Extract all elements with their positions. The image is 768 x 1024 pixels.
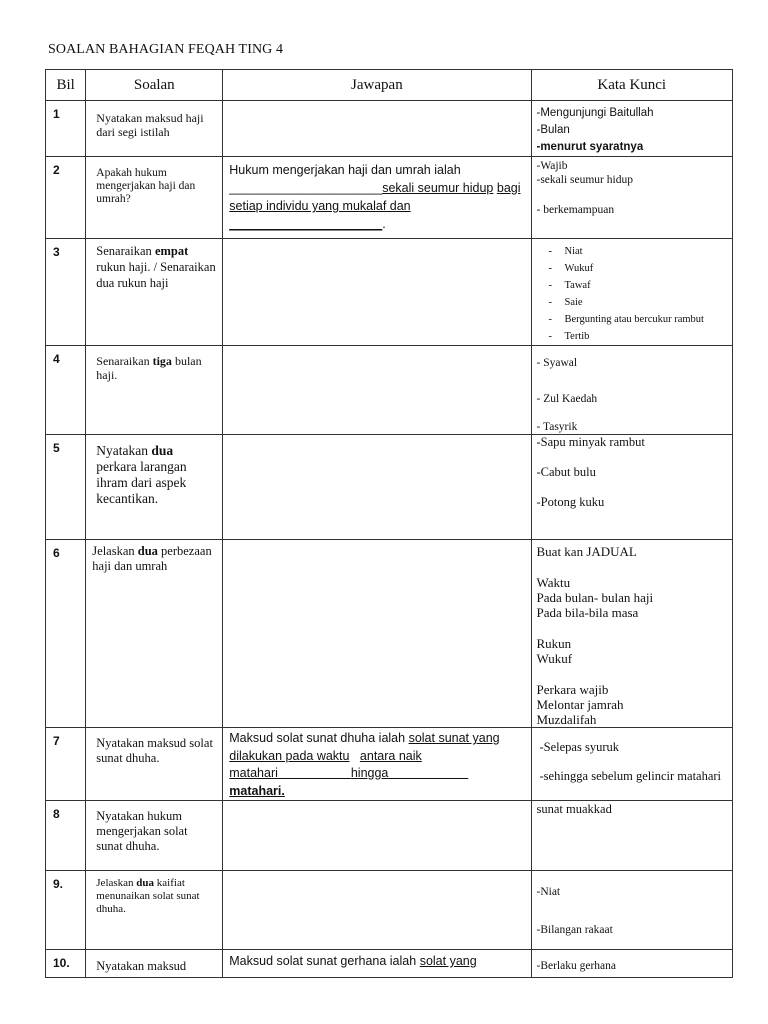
cell-soalan: Nyatakan maksud haji dari segi istilah [86,101,223,157]
cell-soalan: Apakah hukum mengerjakan haji dan umrah? [86,157,223,239]
question-table [45,69,733,978]
cell-kata-kunci: - Syawal - Zul Kaedah - Tasyrik [531,346,733,435]
cell-jawapan: Hukum mengerjakan haji dan umrah ialah ______________________sekali seumur hidup bagi setiap individu yang mukalaf dan ______________________. [223,157,531,239]
header-soalan: Soalan [86,70,223,101]
cell-bil: 2 [46,157,86,239]
cell-bil: 6 [46,540,86,728]
cell-soalan: Nyatakan hukum mengerjakan solat sunat dhuha. [86,801,223,871]
cell-soalan: Jelaskan dua kaifiat menunaikan solat sunat dhuha. [86,871,223,950]
table-row [46,239,733,346]
cell-jawapan: Maksud solat sunat gerhana ialah solat yang [223,950,531,978]
cell-bil: 7 [46,728,86,801]
cell-soalan: Jelaskan dua perbezaan haji dan umrah [86,540,223,728]
cell-kata-kunci: sunat muakkad [531,801,733,871]
cell-kata-kunci: -Mengunjungi Baitullah -Bulan -menurut syaratnya [531,101,733,157]
cell-soalan: Nyatakan maksud solat sunat dhuha. [86,728,223,801]
table-row [46,101,733,157]
cell-jawapan[interactable] [223,435,531,540]
cell-kata-kunci: -Berlaku gerhana [531,950,733,978]
cell-kata-kunci [531,239,733,346]
cell-kata-kunci: -Wajib -sekali seumur hidup - berkemampuan [531,157,733,239]
cell-bil: 4 [46,346,86,435]
cell-kata-kunci: -Niat -Bilangan rakaat [531,871,733,950]
cell-kata-kunci: -Sapu minyak rambut -Cabut bulu -Potong kuku [531,435,733,540]
table-row [46,728,733,801]
cell-bil: 10. [46,950,86,978]
table-row [46,435,733,540]
cell-soalan: Senaraikan empat rukun haji. / Senaraikan dua rukun haji [86,239,223,346]
cell-bil: 5 [46,435,86,540]
header-jawapan: Jawapan [223,70,531,101]
table-row [46,157,733,239]
cell-jawapan[interactable] [223,101,531,157]
cell-bil: 1 [46,101,86,157]
cell-kata-kunci: -Selepas syuruk -sehingga sebelum gelincir matahari [531,728,733,801]
cell-soalan: Nyatakan maksud [86,950,223,978]
cell-soalan: Nyatakan dua perkara larangan ihram dari aspek kecantikan. [86,435,223,540]
table-row [46,540,733,728]
table-row [46,871,733,950]
cell-jawapan[interactable] [223,239,531,346]
header-bil: Bil [46,70,86,101]
document-title: SOALAN BAHAGIAN FEQAH TING 4 [48,42,284,57]
cell-jawapan[interactable] [223,540,531,728]
cell-soalan: Senaraikan tiga bulan haji. [86,346,223,435]
cell-jawapan[interactable] [223,801,531,871]
rukun-list: - Niat - Wukuf - Tawaf - Saie - Bergunting atau bercukur rambut - Tertib [537,243,729,345]
cell-bil: 9. [46,871,86,950]
cell-bil: 8 [46,801,86,871]
header-kata-kunci: Kata Kunci [531,70,733,101]
cell-jawapan[interactable] [223,871,531,950]
cell-kata-kunci: Buat kan JADUAL Waktu Pada bulan- bulan haji Pada bila-bila masa Rukun Wukuf Perkara wajib Melontar jamrah Muzdalifah [531,540,733,728]
cell-bil: 3 [46,239,86,346]
table-row [46,346,733,435]
table-row [46,950,733,978]
table-row [46,801,733,871]
cell-jawapan: Maksud solat sunat dhuha ialah solat sunat yang dilakukan pada waktu antara naik matahari hingga matahari. [223,728,531,801]
header-row [46,70,733,101]
cell-jawapan[interactable] [223,346,531,435]
